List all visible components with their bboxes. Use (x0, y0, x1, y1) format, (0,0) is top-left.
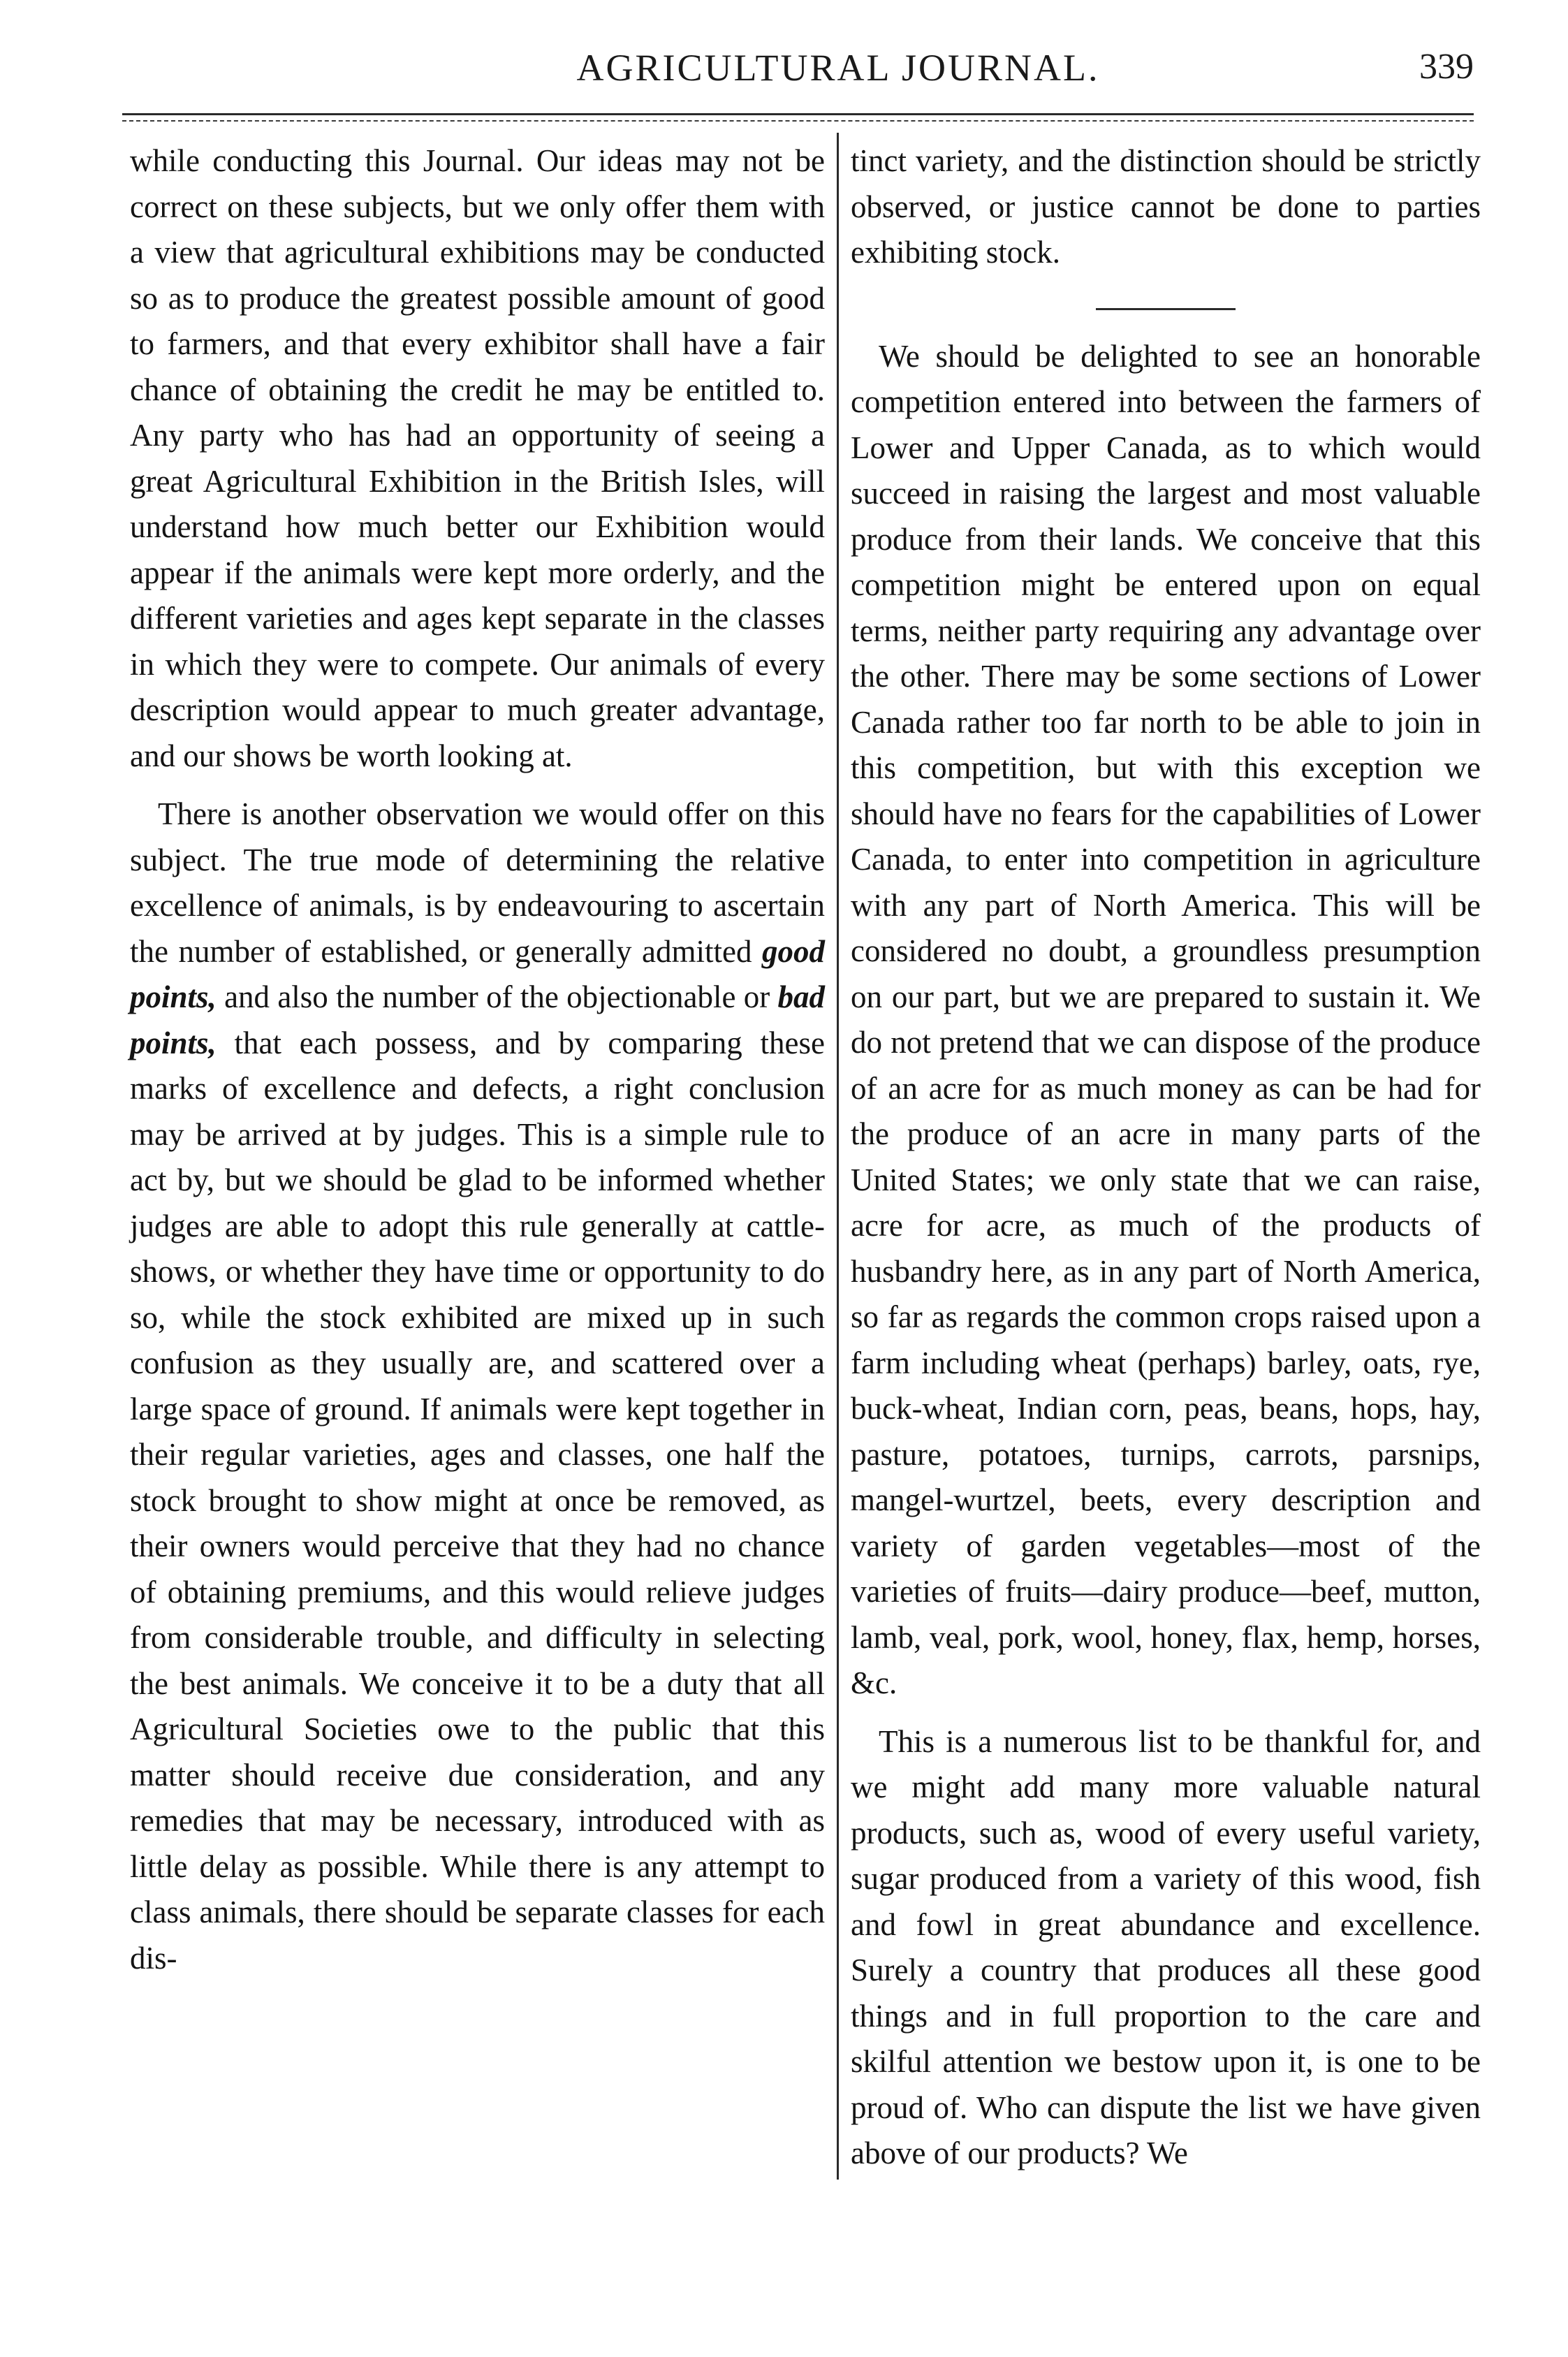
right-column (851, 138, 1481, 2177)
left-paragraph-2 (130, 791, 825, 1981)
emphasis-good-points: good points, (130, 933, 826, 1014)
left-column (130, 138, 825, 1981)
right-paragraph-3: This is a numerous list to be thankful for, and we might add many more valuable natural products, such as, wood of every useful variety, sugar produced from a variety of this wood, fish and fowl in great abundance and excellence. Surely a country that produces all these good things and in full proportion to the care and skilful attention we bestow upon it, is one to be proud of. Who can dispute the list we have given above of our products? We (851, 1723, 1481, 2170)
page-number: 339 (1419, 47, 1474, 87)
column-divider (837, 133, 839, 2180)
right-paragraph-2: We should be delighted to see an honorable competition entered into between the farmers of Lower and Upper Canada, as to which would succeed in raising the largest and most valuable produce from their lands. We conceive that this competition might be entered upon on equal terms, neither party requiring any advantage over the other. There may be some sections of Lower Canada rather too far north to be able to join in this competition, but with this exception we should have no fears for the capabilities of Lower Canada, to enter into competition in agriculture with any part of North America. This will be considered no doubt, a groundless presumption on our part, but we are prepared to sustain it. We do not pretend that we can dispose of the produce of an acre for as much money as can be had for the produce of an acre in many parts of the United States; we only state that we can raise, acre for acre, as much of the products of husbandry here, as in any part of North America, so far as regards the common crops raised upon a farm including wheat (perhaps) barley, oats, rye, buck-wheat, Indian corn, peas, beans, hops, hay, pasture, potatoes, turnips, carrots, parsnips, mangel-wurtzel, beets, every description and variety of garden vegetables—most of the varieties of fruits—dairy produce—beef, mutton, lamb, veal, pork, wool, honey, flax, hemp, horses, &c. (851, 338, 1481, 1700)
running-head-title: AGRICULTURAL JOURNAL. (576, 47, 1100, 89)
left-paragraph-2-part-c: that each possess, and by comparing these marks of excellence and defects, a right conclusion may be arrived at by judges. This is a simple rule to act by, but we should be glad to be informed whether judges are able to adopt this rule generally at cattle-shows, or whether they have time or opportunity to do so, while the stock exhibited are mixed up in such confusion as they usually are, and scattered over a large space of ground. If animals were kept together in their regular varieties, ages and classes, one half the stock brought to show might at once be removed, as their owners would perceive that they had no chance of obtaining premiums, and this would relieve judges from considerable trouble, and difficulty in selecting the best animals. We conceive it to be a duty that all Agricultural Societies owe to the public that this matter should receive due consideration, and any remedies that may be necessary, introduced with as little delay as possible. While there is any attempt to class animals, there should be separate classes for each dis- (130, 1025, 826, 1976)
header-rule-dashed (122, 120, 1474, 122)
left-paragraph-2-part-a: There is another observation we would offer on this subject. The true mode of determining the relative excellence of animals, is by endeavouring to ascertain the number of established, or generally admitted (130, 796, 825, 969)
section-divider (1096, 308, 1236, 310)
left-paragraph-2-part-b: and also the number of the objectionable or (224, 979, 770, 1014)
left-paragraph-1: while conducting this Journal. Our ideas may not be correct on these subjects, but we only offer them with a view that agricultural exhibitions may be conducted so as to produce the greatest possible amount of good to farmers, and that every exhibitor shall have a fair chance of obtaining the credit he may be entitled to. Any party who has had an opportunity of seeing a great Agricultural Exhibition in the British Isles, will understand how much better our Exhibition would appear if the animals were kept more orderly, and the different varieties and ages kept separate in the classes in which they were to compete. Our animals of every description would appear to much greater advantage, and our shows be worth looking at. (130, 143, 825, 773)
header-rule (122, 113, 1474, 115)
right-paragraph-1: tinct variety, and the distinction should be strictly observed, or justice cannot be done to parties exhibiting stock. (851, 143, 1481, 270)
emphasis-bad-points: bad points, (130, 979, 826, 1060)
